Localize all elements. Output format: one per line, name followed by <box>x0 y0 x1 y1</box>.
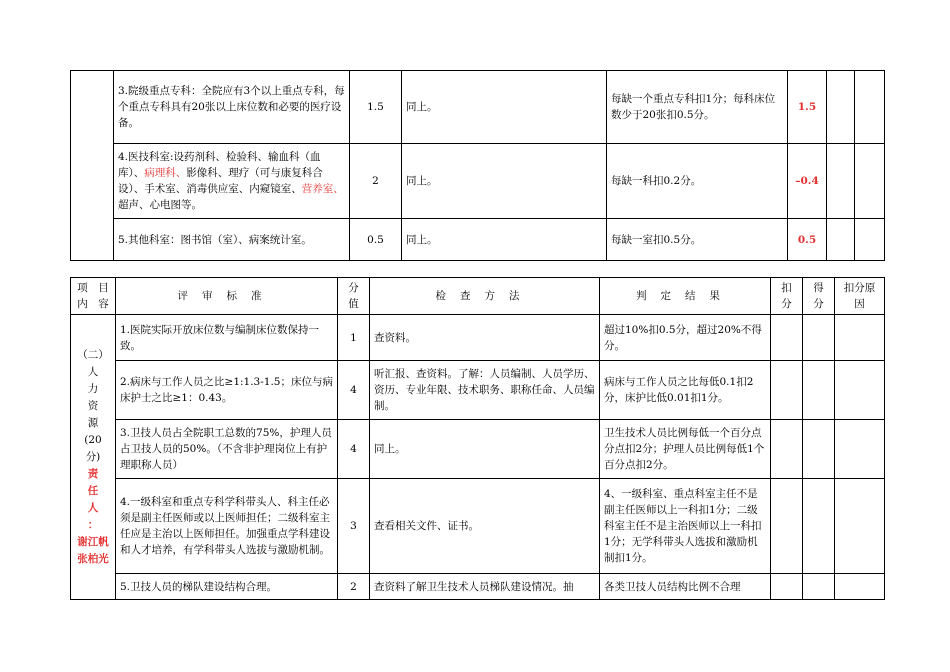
header-reason: 扣分原 因 <box>835 278 885 315</box>
criteria-cell: 3.院级重点专科：全院应有3个以上重点专科，每个重点专科具有20张以上床位数和必要的医疗设备。 <box>114 71 350 144</box>
result-cell: 每缺一个重点专科扣1分；每科床位数少于20张扣0.5分。 <box>607 71 788 144</box>
header-method: 检查方法 <box>370 278 600 315</box>
reason-cell <box>855 144 885 219</box>
reason-cell <box>835 420 885 479</box>
table-continuation <box>70 70 885 261</box>
header-score: 分 值 <box>338 278 370 315</box>
method-cell: 查资料了解卫生技术人员梯队建设情况。抽 <box>370 574 600 600</box>
score-cell: 4 <box>338 361 370 420</box>
score-cell: 4 <box>338 420 370 479</box>
criteria-cell: 4.医技科室:设药剂科、检验科、输血科（血库）、病理科、影像科、理疗（可与康复科合设）、手术室、消毒供应室、内窥镜室、营养室、超声、心电图等。 <box>114 144 350 219</box>
table-row <box>71 71 885 144</box>
deduct-cell: 1.5 <box>788 71 827 144</box>
score-cell: 3 <box>338 479 370 574</box>
table-row <box>71 219 885 261</box>
result-cell: 4、一级科室、重点科室主任不是副主任医师以上一科扣1分；二级科室主任不是主治医师以上一科扣1分；无学科带头人选拔和激励机制扣1分。 <box>600 479 771 574</box>
get-cell <box>827 219 855 261</box>
method-cell: 同上。 <box>370 420 600 479</box>
get-cell <box>803 361 835 420</box>
score-cell: 1 <box>338 315 370 361</box>
result-cell: 每缺一室扣0.5分。 <box>607 219 788 261</box>
method-cell: 查看相关文件、证书。 <box>370 479 600 574</box>
section-label-cell: （二） 人 力 资 源 (20 分) 责 任 人 ： 谢江帆 张柏光 <box>71 315 116 600</box>
deduct-cell <box>771 479 803 574</box>
get-cell <box>827 71 855 144</box>
deduct-cell: –0.4 <box>788 144 827 219</box>
method-cell: 同上。 <box>402 219 607 261</box>
reason-cell <box>835 361 885 420</box>
method-cell: 同上。 <box>402 144 607 219</box>
table-row <box>71 574 885 600</box>
header-deduct: 扣 分 <box>771 278 803 315</box>
result-cell: 病床与工作人员之比每低0.1扣2分，床护比低0.01扣1分。 <box>600 361 771 420</box>
criteria-cell: 5.其他科室：图书馆（室）、病案统计室。 <box>114 219 350 261</box>
criteria-cell: 1.医院实际开放床位数与编制床位数保持一致。 <box>116 315 338 361</box>
result-cell: 卫生技术人员比例每低一个百分点分点扣2分；护理人员比例每低1个百分点扣2分。 <box>600 420 771 479</box>
score-cell: 2 <box>350 144 402 219</box>
reason-cell <box>855 219 885 261</box>
score-cell: 2 <box>338 574 370 600</box>
deduct-cell <box>771 361 803 420</box>
reason-cell <box>835 479 885 574</box>
criteria-cell: 3.卫技人员占全院职工总数的75%，护理人员占卫技人员的50%。（不含非护理岗位上有护理职称人员） <box>116 420 338 479</box>
get-cell <box>803 315 835 361</box>
table-header-row <box>71 278 885 315</box>
header-get: 得 分 <box>803 278 835 315</box>
table-row <box>71 420 885 479</box>
criteria-cell: 2.病床与工作人员之比≥1:1.3-1.5；床位与病床护士之比≥1：0.43。 <box>116 361 338 420</box>
table-row <box>71 144 885 219</box>
table-row <box>71 361 885 420</box>
result-cell: 各类卫技人员结构比例不合理 <box>600 574 771 600</box>
score-cell: 1.5 <box>350 71 402 144</box>
result-cell: 超过10%扣0.5分，超过20%不得分。 <box>600 315 771 361</box>
method-cell: 查资料。 <box>370 315 600 361</box>
header-result: 判定结果 <box>600 278 771 315</box>
reason-cell <box>835 315 885 361</box>
get-cell <box>803 420 835 479</box>
score-cell: 0.5 <box>350 219 402 261</box>
get-cell <box>803 574 835 600</box>
get-cell <box>827 144 855 219</box>
result-cell: 每缺一科扣0.2分。 <box>607 144 788 219</box>
table-row <box>71 315 885 361</box>
deduct-cell: 0.5 <box>788 219 827 261</box>
reason-cell <box>855 71 885 144</box>
criteria-cell: 4.一级科室和重点专科学科带头人、科主任必须是副主任医师或以上医师担任；二级科室主任应是主治以上医师担任。加强重点学科建设和人才培养，有学科带头人选拔与激励机制。 <box>116 479 338 574</box>
method-cell: 同上。 <box>402 71 607 144</box>
reason-cell <box>835 574 885 600</box>
header-criteria: 评审标准 <box>116 278 338 315</box>
criteria-cell: 5.卫技人员的梯队建设结构合理。 <box>116 574 338 600</box>
table-row <box>71 479 885 574</box>
deduct-cell <box>771 574 803 600</box>
method-cell: 听汇报、查资料。了解：人员编制、人员学历、资历、专业年限、技术职务、职称任命、人员编制。 <box>370 361 600 420</box>
item-cell-empty <box>71 71 114 261</box>
deduct-cell <box>771 315 803 361</box>
get-cell <box>803 479 835 574</box>
deduct-cell <box>771 420 803 479</box>
header-item: 项 目 内 容 <box>71 278 116 315</box>
table-human-resources <box>70 277 885 600</box>
